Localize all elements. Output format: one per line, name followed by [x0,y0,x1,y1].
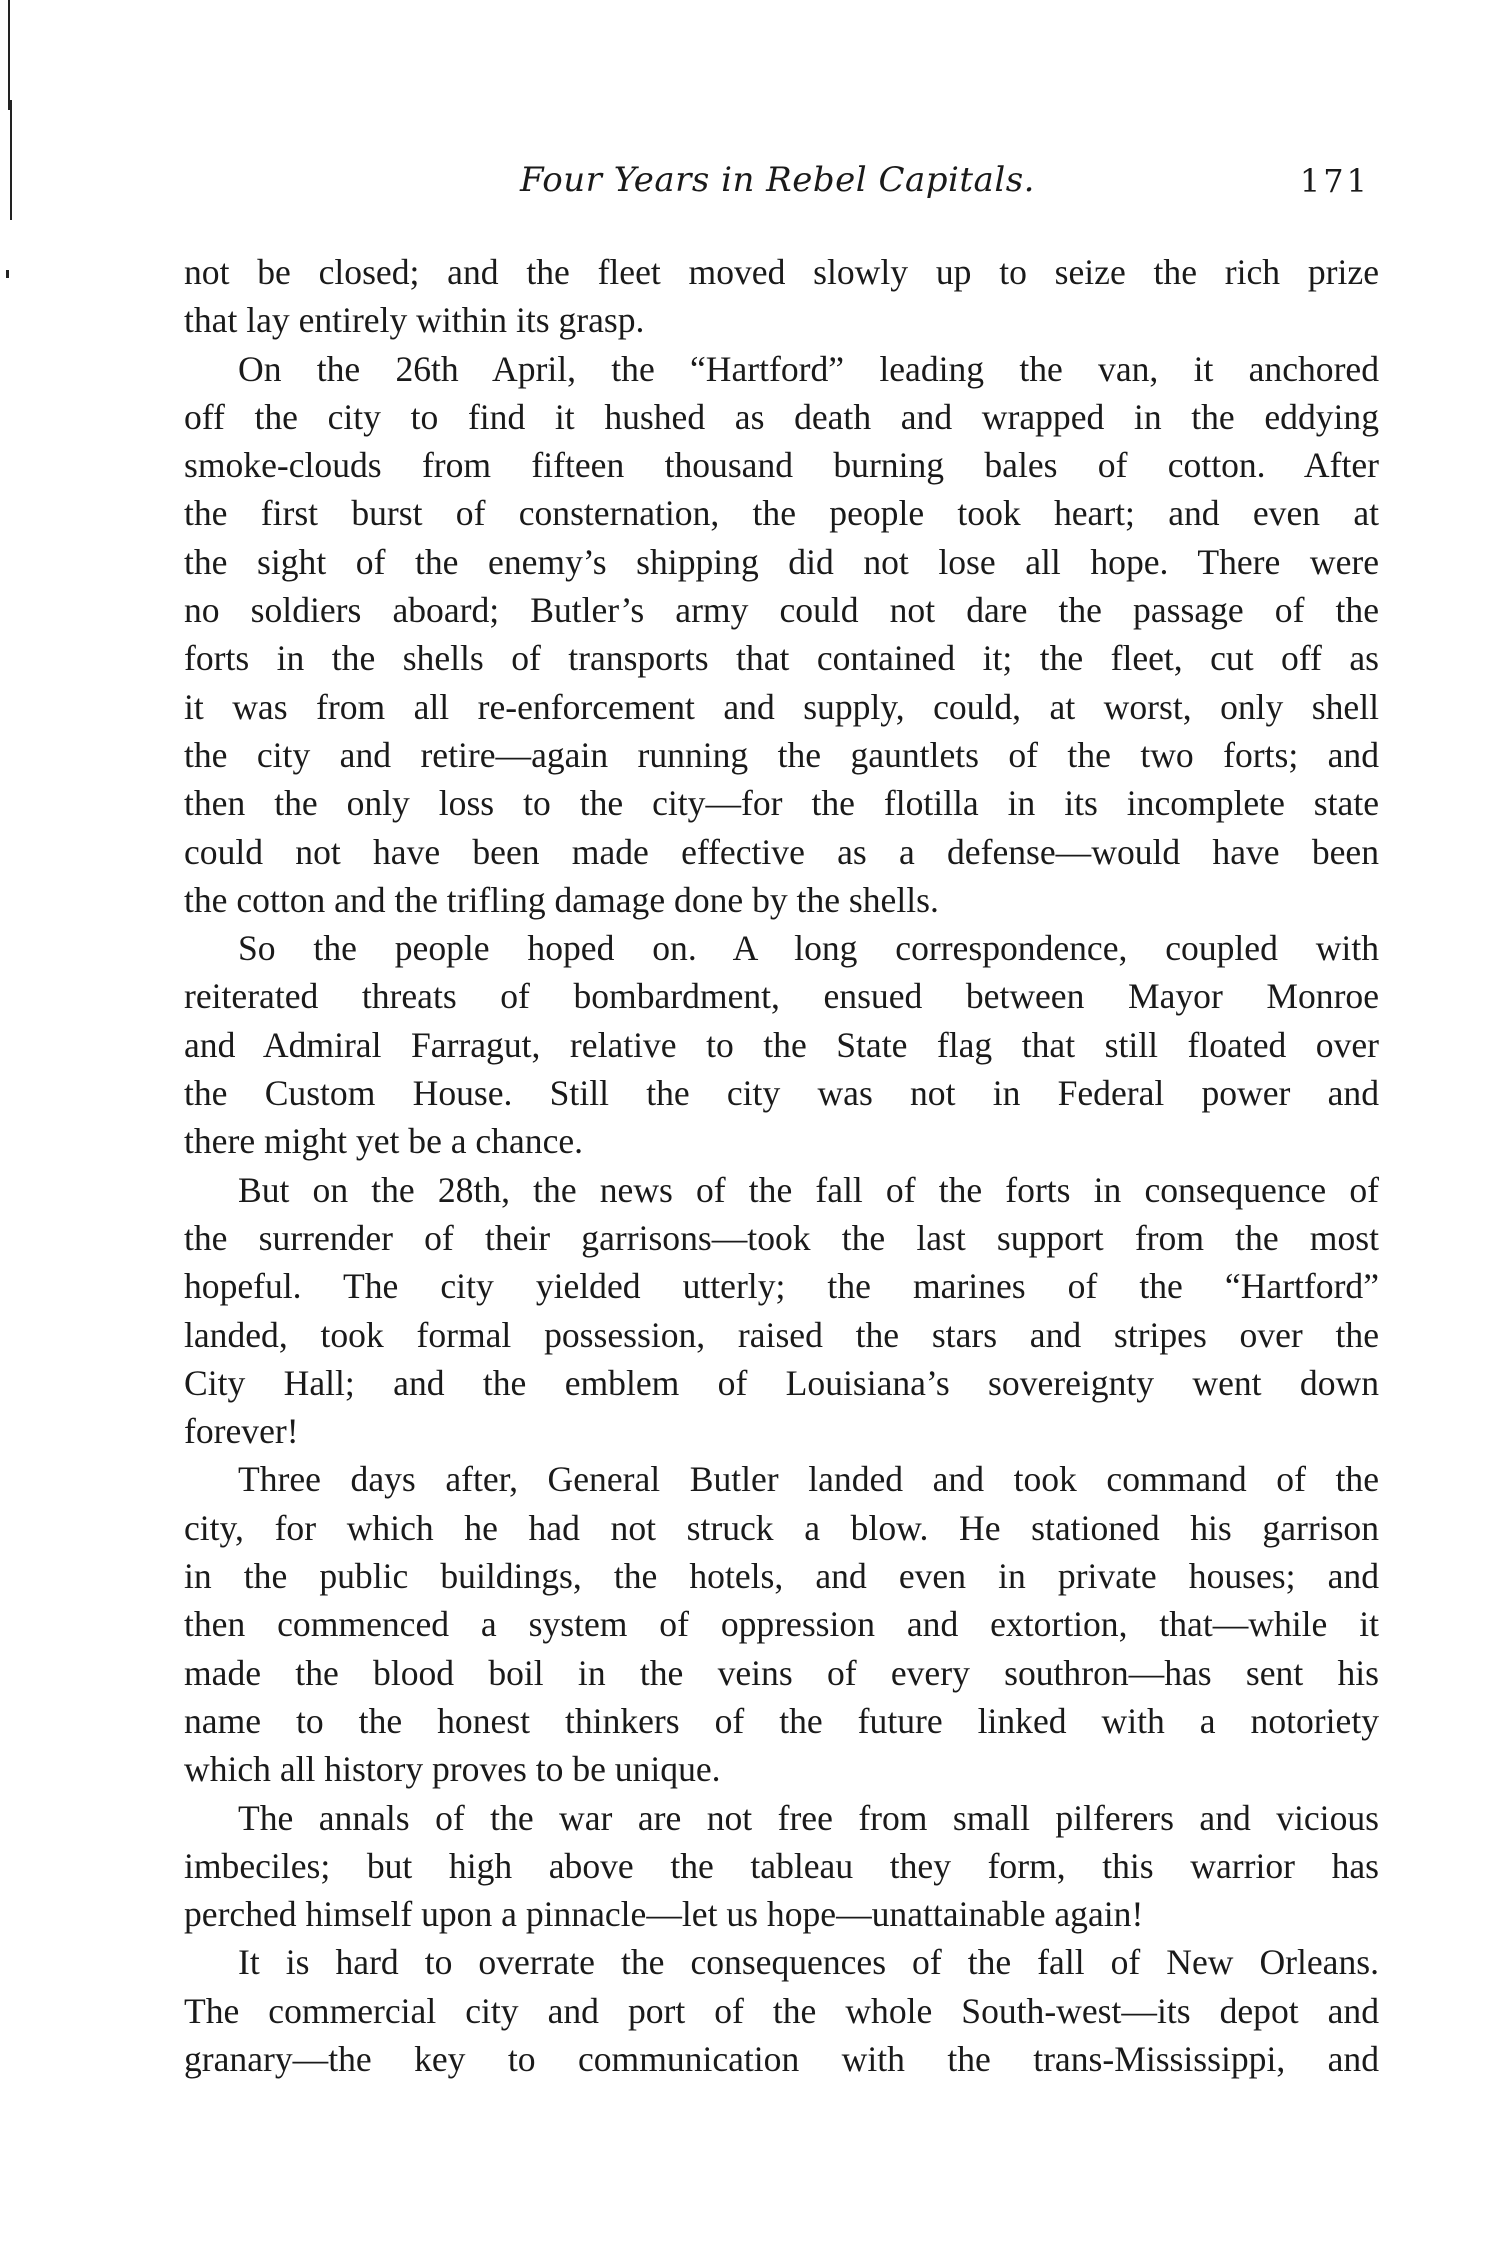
text-line: The commercial city and port of the whole South-west—its depot and [184,1990,1379,2031]
text-line: city, for which he had not struck a blow. He stationed his garrison [184,1507,1379,1548]
text-line: the first burst of consternation, the people took heart; and even at [184,493,1379,534]
text-line: The annals of the war are not free from small pilferers and vicious [238,1797,1379,1838]
text-line: then commenced a system of oppression and extortion, that—while it [184,1604,1379,1645]
text-line: reiterated threats of bombardment, ensued between Mayor Monroe [184,976,1379,1017]
text-line: But on the 28th, the news of the fall of the forts in consequence of [238,1169,1379,1210]
text-line: name to the honest thinkers of the future linked with a notoriety [184,1700,1379,1741]
text-line: smoke-clouds from fifteen thousand burning bales of cotton. After [184,445,1379,486]
text-line: the cotton and the trifling damage done by the shells. [184,879,939,920]
text-line: it was from all re-enforcement and supply, could, at worst, only shell [184,686,1379,727]
text-line: the Custom House. Still the city was not in Federal power and [184,1073,1379,1114]
running-title: Four Years in Rebel Capitals. [520,160,1035,200]
text-line: could not have been made effective as a defense—would have been [184,831,1379,872]
text-line: then the only loss to the city—for the flotilla in its incomplete state [184,783,1379,824]
running-head [185,160,1370,220]
text-line: not be closed; and the fleet moved slowly up to seize the rich prize [184,252,1379,292]
text-line: imbeciles; but high above the tableau they form, this warrior has [184,1845,1379,1886]
page-edge-mark [10,100,12,220]
text-line: Three days after, General Butler landed and took command of the [238,1459,1379,1500]
text-line: It is hard to overrate the consequences of the fall of New Orleans. [238,1942,1379,1983]
text-line: granary—the key to communication with the trans-Mississippi, and [184,2038,1379,2079]
text-line: forts in the shells of transports that contained it; the fleet, cut off as [184,638,1379,679]
text-line: hopeful. The city yielded utterly; the marines of the “Hartford” [184,1266,1379,1307]
text-line: off the city to find it hushed as death and wrapped in the eddying [184,396,1379,437]
text-line: which all history proves to be unique. [184,1749,721,1790]
text-line: in the public buildings, the hotels, and even in private houses; and [184,1556,1379,1597]
text-line: and Admiral Farragut, relative to the State flag that still floated over [184,1024,1379,1065]
text-line: no soldiers aboard; Butler’s army could not dare the passage of the [184,590,1379,631]
text-line: there might yet be a chance. [184,1121,584,1162]
text-line: forever! [184,1411,299,1452]
text-line: the city and retire—again running the gauntlets of the two forts; and [184,734,1379,775]
text-line: made the blood boil in the veins of every southron—has sent his [184,1652,1379,1693]
text-line: that lay entirely within its grasp. [184,300,645,341]
text-line: So the people hoped on. A long correspondence, coupled with [238,928,1379,969]
text-line: City Hall; and the emblem of Louisiana’s sovereignty went down [184,1362,1379,1403]
page-edge-mark [6,270,9,278]
text-line: the surrender of their garrisons—took the last support from the most [184,1217,1379,1258]
body-text [184,248,1379,2083]
text-line: the sight of the enemy’s shipping did not lose all hope. There were [184,541,1379,582]
page-number: 171 [1299,162,1370,200]
page-edge-mark [8,0,10,110]
text-line: On the 26th April, the “Hartford” leading the van, it anchored [238,348,1379,389]
text-line: perched himself upon a pinnacle—let us hope—unattainable again! [184,1894,1144,1935]
text-line: landed, took formal possession, raised the stars and stripes over the [184,1314,1379,1355]
